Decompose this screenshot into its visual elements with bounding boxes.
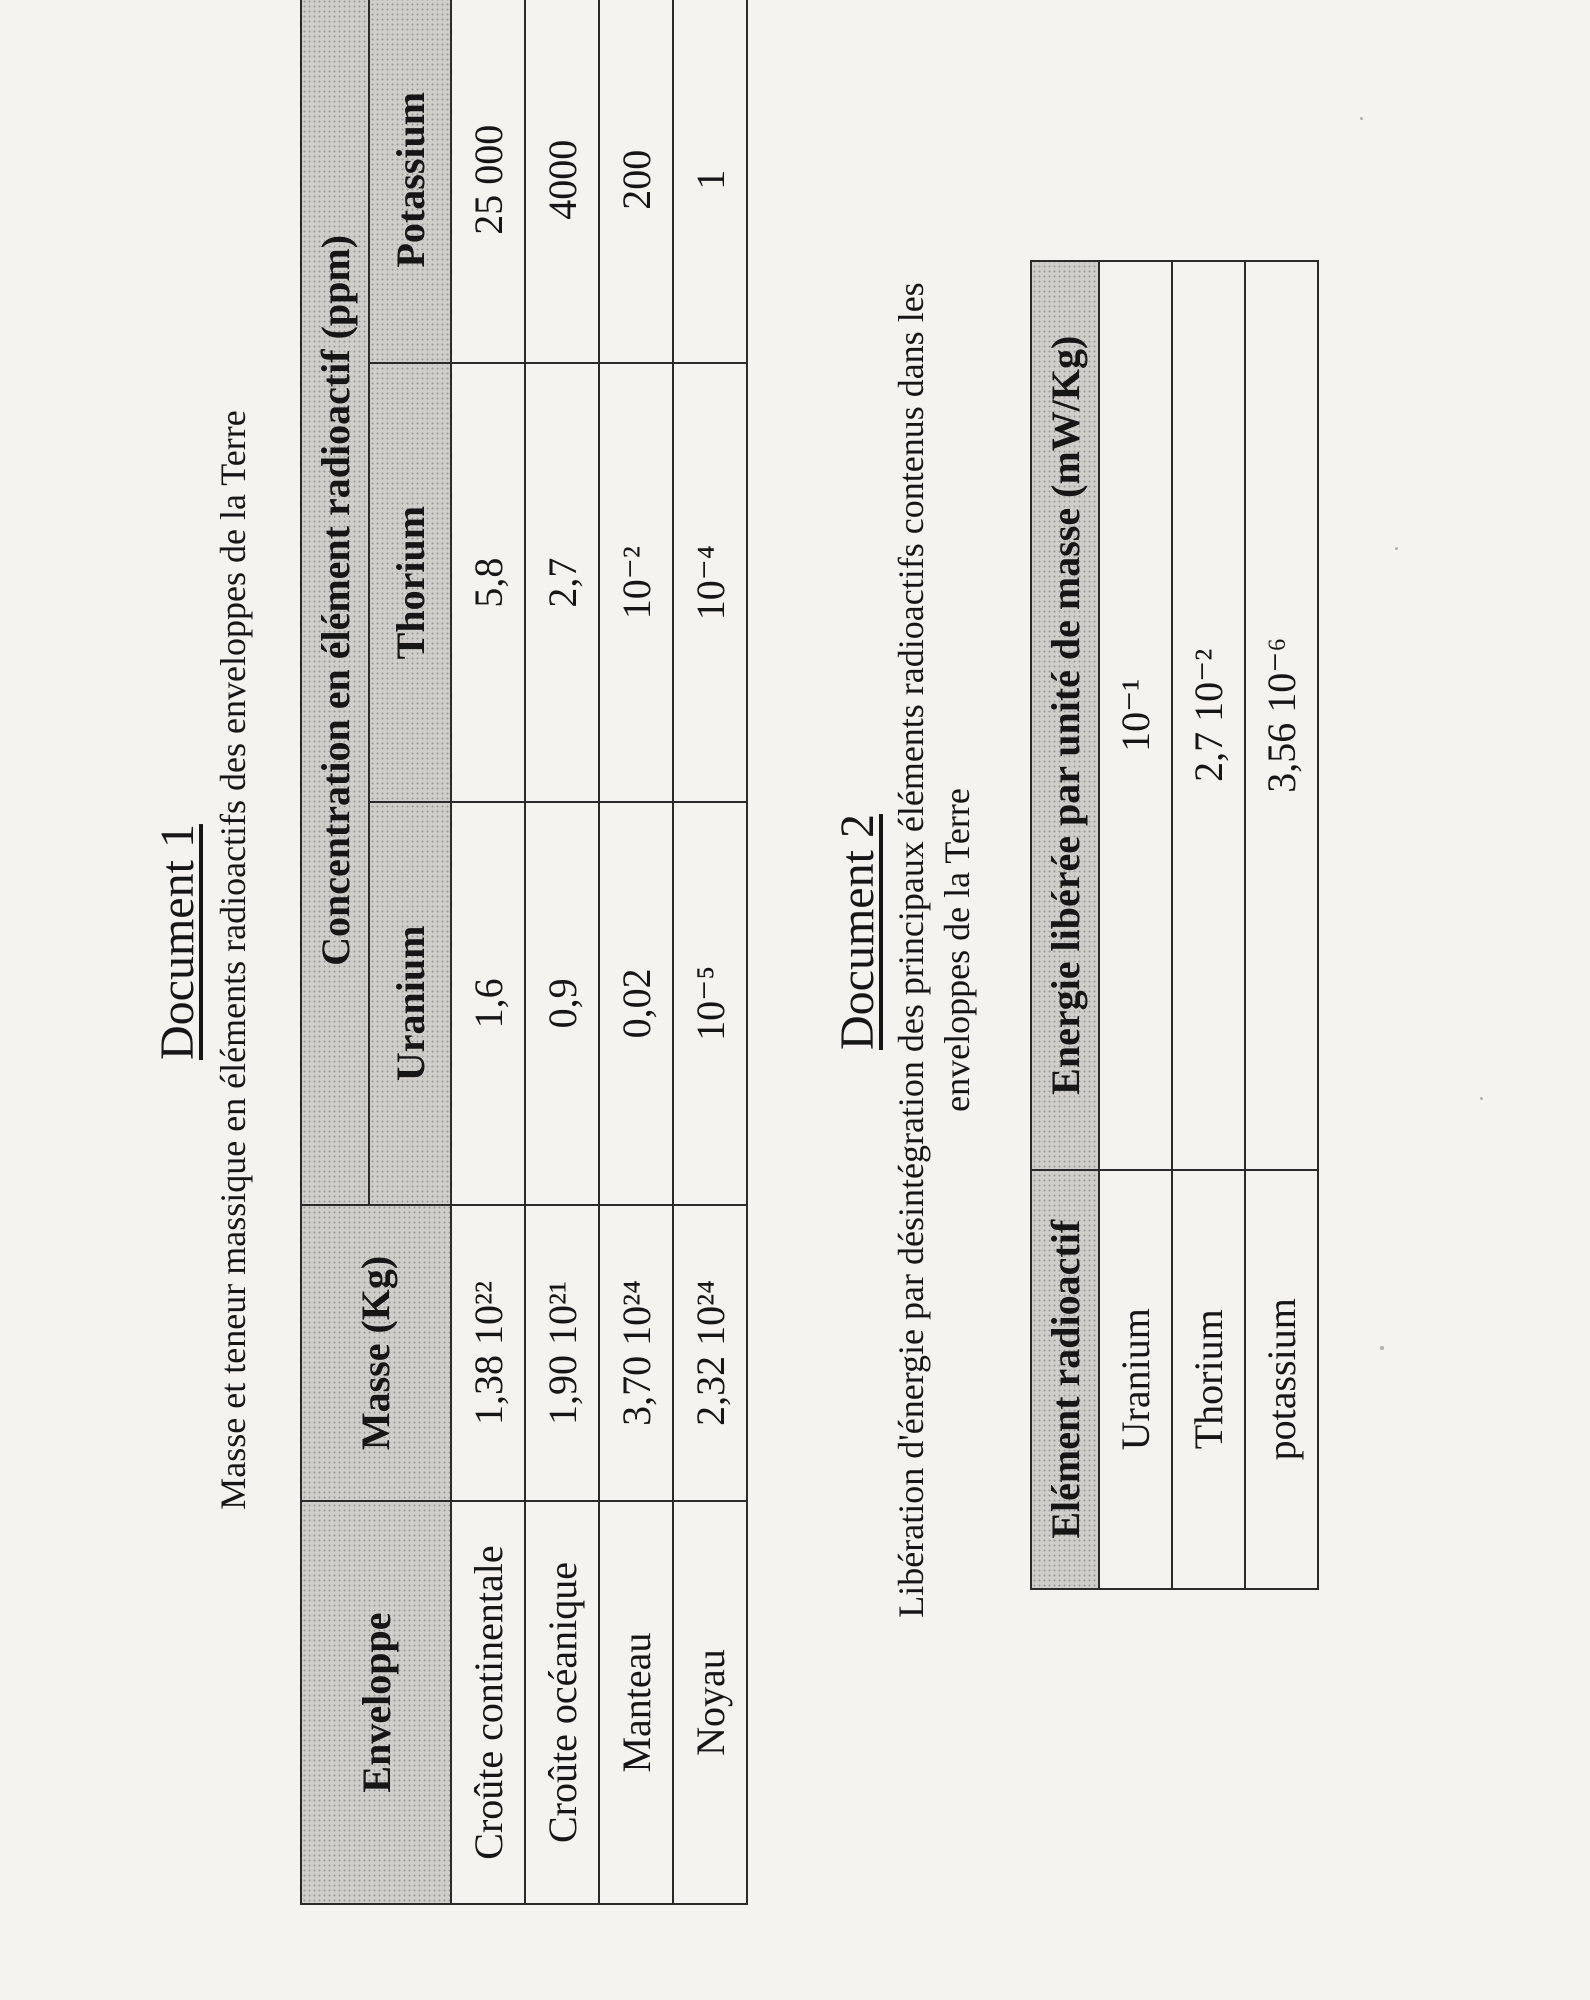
cell-element: Uranium — [1099, 1170, 1172, 1589]
cell-energie: 2,7 10⁻² — [1172, 261, 1245, 1170]
cell-masse: 2,32 10²⁴ — [673, 1205, 747, 1501]
cell-enveloppe: Noyau — [673, 1501, 747, 1904]
cell-uranium: 0,9 — [525, 802, 599, 1205]
cell-thorium: 10⁻² — [599, 363, 673, 801]
header-potassium: Potassium — [369, 0, 451, 363]
scan-speck — [1395, 547, 1398, 550]
cell-masse: 1,90 10²¹ — [525, 1205, 599, 1501]
table-row — [1172, 261, 1245, 1589]
header-enveloppe: Enveloppe — [301, 1501, 451, 1904]
document2-title: Document 2 — [831, 814, 884, 1050]
cell-thorium: 2,7 — [525, 363, 599, 801]
cell-potassium: 4000 — [525, 0, 599, 363]
cell-element: potassium — [1245, 1170, 1318, 1589]
header-thorium: Thorium — [369, 363, 451, 801]
header-uranium: Uranium — [369, 802, 451, 1205]
cell-potassium: 1 — [673, 0, 747, 363]
cell-element: Thorium — [1172, 1170, 1245, 1589]
document2-subtitle-line2: enveloppes de la Terre — [937, 788, 977, 1112]
document1-header-row — [301, 0, 369, 1904]
header-energie: Energie libérée par unité de masse (mW/Kg) — [1031, 261, 1099, 1170]
table-row — [599, 0, 673, 1904]
header-masse: Masse (Kg) — [301, 1205, 451, 1501]
document1-subtitle: Masse et teneur massique en éléments radioactifs des enveloppes de la Terre — [213, 410, 253, 1510]
header-concentration: Concentration en élément radioactif (ppm) — [301, 0, 369, 1205]
cell-potassium: 25 000 — [451, 0, 525, 363]
cell-thorium: 5,8 — [451, 363, 525, 801]
cell-enveloppe: Croûte continentale — [451, 1501, 525, 1904]
document2-table — [1030, 260, 1319, 1590]
document2-header-row — [1031, 261, 1099, 1589]
document1-title: Document 1 — [151, 824, 204, 1060]
document2-subtitle — [888, 110, 980, 1790]
table-row — [525, 0, 599, 1904]
cell-uranium: 10⁻⁵ — [673, 802, 747, 1205]
cell-uranium: 1,6 — [451, 802, 525, 1205]
document2-subtitle-line1: Libération d'énergie par désintégration des principaux éléments radioactifs contenus dans les — [891, 282, 931, 1618]
document1-table — [300, 0, 748, 1905]
cell-enveloppe: Manteau — [599, 1501, 673, 1904]
cell-energie: 10⁻¹ — [1099, 261, 1172, 1170]
cell-masse: 1,38 10²² — [451, 1205, 525, 1501]
cell-enveloppe: Croûte océanique — [525, 1501, 599, 1904]
table-row — [451, 0, 525, 1904]
table-row — [673, 0, 747, 1904]
scan-speck — [1380, 1346, 1384, 1350]
cell-uranium: 0,02 — [599, 802, 673, 1205]
scan-speck — [1480, 1097, 1483, 1100]
cell-thorium: 10⁻⁴ — [673, 363, 747, 801]
table-row — [1245, 261, 1318, 1589]
cell-potassium: 200 — [599, 0, 673, 363]
header-element: Elément radioactif — [1031, 1170, 1099, 1589]
cell-energie: 3,56 10⁻⁶ — [1245, 261, 1318, 1170]
cell-masse: 3,70 10²⁴ — [599, 1205, 673, 1501]
table-row — [1099, 261, 1172, 1589]
scan-speck — [1360, 117, 1363, 120]
